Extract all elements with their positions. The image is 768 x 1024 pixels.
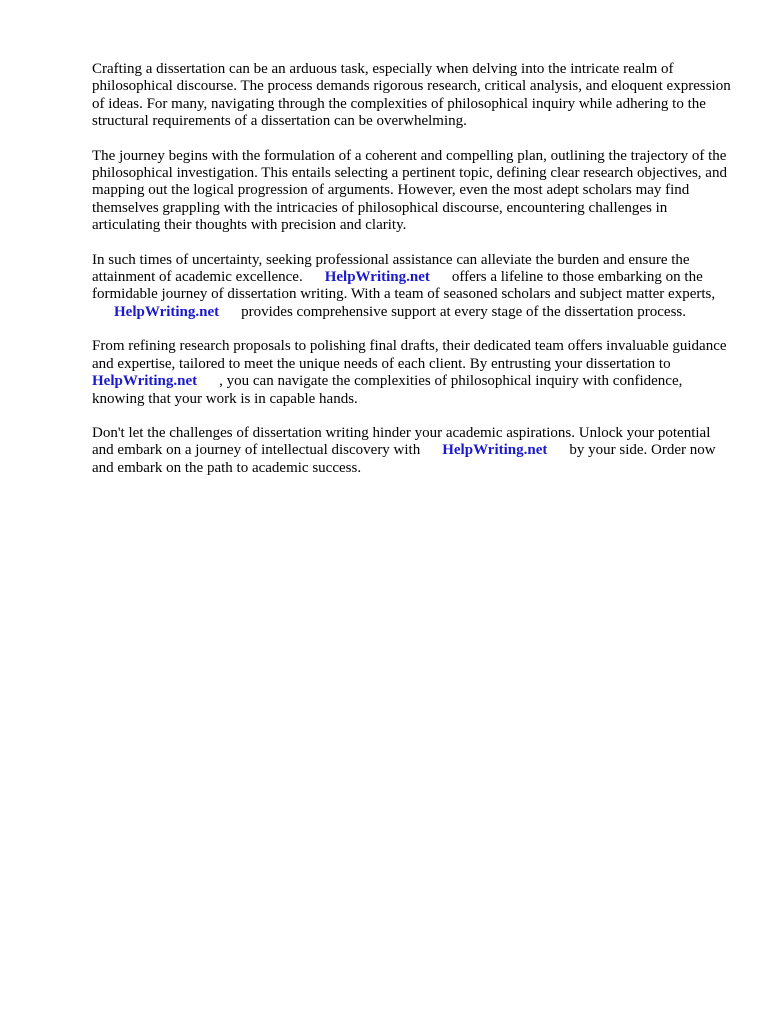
paragraph-closing-text-a: Don't let the challenges of dissertation writing hinder your academic aspirations. Unlock your potential and embark on a journey of intellectual discovery with	[92, 424, 711, 459]
paragraph-services-text-a: From refining research proposals to polishing final drafts, their dedicated team offers invaluable guidance and expertise, tailored to meet the unique needs of each client. By entrusting your dissertation to	[92, 338, 727, 372]
paragraph-assistance-text-b: offers a lifeline to those embarking on the formidable journey of dissertation writing. With a team of seasoned scholars and subject matter experts,	[92, 269, 716, 303]
helpwriting-link-4[interactable]: HelpWriting.net	[442, 442, 548, 459]
paragraph-closing	[92, 425, 732, 477]
paragraph-assistance	[92, 252, 732, 322]
helpwriting-link-2[interactable]: HelpWriting.net	[114, 303, 220, 320]
paragraph-services	[92, 338, 732, 408]
helpwriting-link-1[interactable]: HelpWriting.net	[324, 269, 430, 286]
paragraph-closing-text-b: by your side. Order now and embark on the path to academic success.	[92, 442, 716, 476]
document-body	[92, 61, 732, 494]
paragraph-intro	[92, 61, 732, 131]
paragraph-services-text-b: , you can navigate the complexities of philosophical inquiry with confidence, knowing that your work is in capable hands.	[92, 373, 683, 407]
paragraph-journey-text: The journey begins with the formulation of a coherent and compelling plan, outlining the trajectory of the philosophical investigation. This entails selecting a pertinent topic, defining clear research objectives, and mapping out the logical progression of arguments. However, even the most adept scholars may find themselves grappling with the intricacies of philosophical discourse, encountering challenges in articulating their thoughts with precision and clarity.	[92, 147, 727, 234]
helpwriting-link-3[interactable]: HelpWriting.net	[92, 373, 198, 390]
paragraph-assistance-text-a: In such times of uncertainty, seeking professional assistance can alleviate the burden and ensure the attainment of academic excellence.	[92, 251, 690, 286]
paragraph-journey	[92, 148, 732, 235]
paragraph-intro-text: Crafting a dissertation can be an arduous task, especially when delving into the intricate realm of philosophical discourse. The process demands rigorous research, critical analysis, and eloquent expression of ideas. For many, navigating through the complexities of philosophical inquiry while adhering to the structural requirements of a dissertation can be overwhelming.	[92, 61, 731, 130]
paragraph-assistance-text-c: provides comprehensive support at every stage of the dissertation process.	[241, 303, 687, 320]
